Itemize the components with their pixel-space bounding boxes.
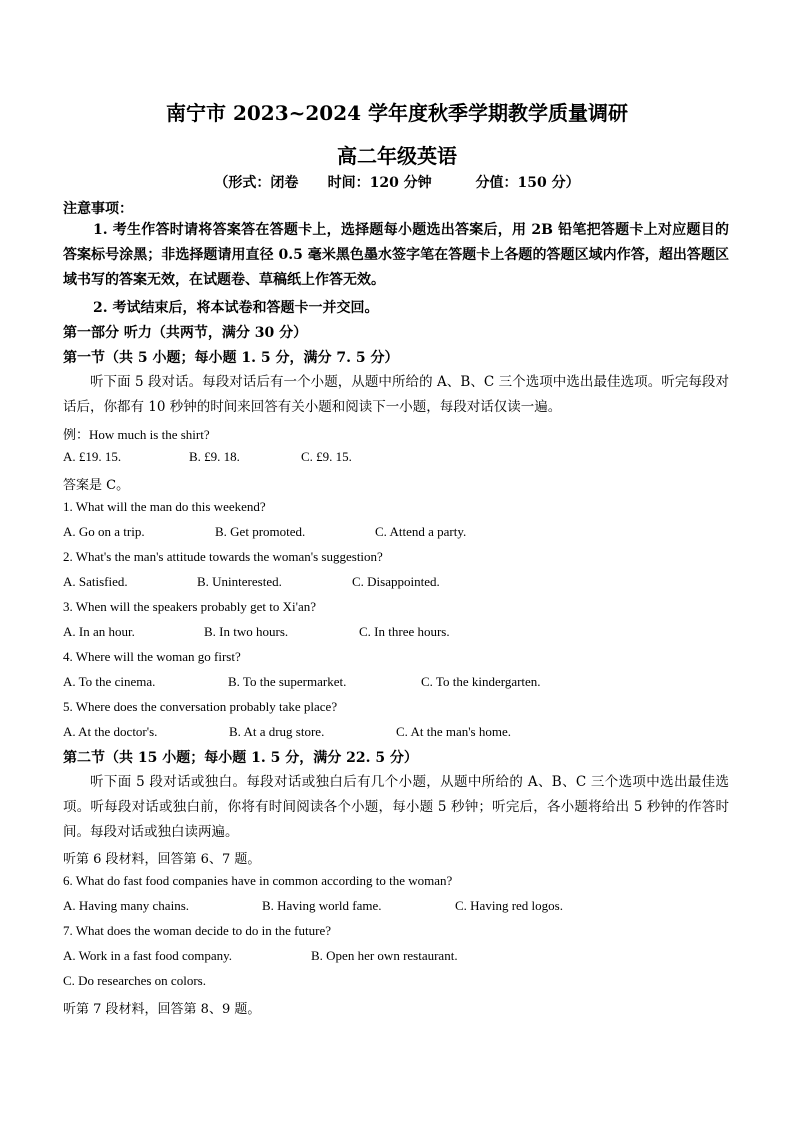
q2-option-c: C. Disappointed. bbox=[352, 574, 440, 589]
q6-option-c: C. Having red logos. bbox=[455, 898, 563, 913]
q7-option-b: B. Open her own restaurant. bbox=[311, 948, 458, 963]
section2-instructions: 听下面 5 段对话或独白。每段对话或独白后有几个小题，从题中所给的 A、B、C 三个选项中选出最佳选项。听每段对话或独白前，你将有时间阅读各个小题，每小题 5 秒钟；听完后，各小题将给出 5 秒钟的作答时间。每段对话或独白读两遍。 bbox=[63, 774, 729, 840]
question-2: 2. What's the man's attitude towards the woman's suggestion? bbox=[63, 549, 383, 564]
q7-option-a: A. Work in a fast food company. bbox=[63, 948, 232, 963]
material-6-note: 听第 6 段材料，回答第 6、7 题。 bbox=[63, 852, 261, 867]
question-4: 4. Where will the woman go first? bbox=[63, 649, 241, 664]
q5-option-c: C. At the man's home. bbox=[396, 724, 512, 739]
q1-option-c: C. Attend a party. bbox=[375, 524, 467, 539]
q1-option-b: B. Get promoted. bbox=[215, 524, 306, 539]
q7-option-c: C. Do researches on colors. bbox=[63, 973, 206, 988]
q5-option-a: A. At the doctor's. bbox=[63, 724, 158, 739]
question-3: 3. When will the speakers probably get to Xi'an? bbox=[63, 599, 317, 614]
q3-option-c: C. In three hours. bbox=[359, 624, 450, 639]
part1-heading: 第一部分 听力（共两节，满分 30 分） bbox=[63, 325, 308, 341]
notice-heading: 注意事项： bbox=[63, 201, 133, 217]
notice-item-2: 2. 考试结束后，将本试卷和答题卡一并交回。 bbox=[93, 300, 379, 316]
q4-option-c: C. To the kindergarten. bbox=[421, 674, 541, 689]
question-6: 6. What do fast food companies have in common according to the woman? bbox=[63, 873, 453, 888]
example-answer: 答案是 C。 bbox=[63, 478, 130, 493]
section1-instructions: 听下面 5 段对话。每段对话后有一个小题，从题中所给的 A、B、C 三个选项中选出最佳选项。听完每段对话后，你都有 10 秒钟的时间来回答有关小题和阅读下一小题，每段对话仅读一遍。 bbox=[63, 374, 729, 415]
section2-heading: 第二节（共 15 小题；每小题 1. 5 分，满分 22. 5 分） bbox=[63, 750, 418, 766]
q3-option-a: A. In an hour. bbox=[63, 624, 135, 639]
exam-subtitle: 高二年级英语 bbox=[337, 144, 457, 168]
q5-option-b: B. At a drug store. bbox=[229, 724, 325, 739]
q3-option-b: B. In two hours. bbox=[204, 624, 289, 639]
material-7-note: 听第 7 段材料，回答第 8、9 题。 bbox=[63, 1002, 261, 1017]
q4-option-b: B. To the supermarket. bbox=[228, 674, 347, 689]
example-question: 例：How much is the shirt? bbox=[63, 427, 210, 442]
q6-option-a: A. Having many chains. bbox=[63, 898, 190, 913]
notice-item-1: 1. 考生作答时请将答案答在答题卡上，选择题每小题选出答案后，用 2B 铅笔把答题卡上对应题目的答案标号涂黑；非选择题请用直径 0.5 毫米黑色墨水签字笔在答题卡上各题的答题区域内作答，超出答题区域书写的答案无效，在试题卷、草稿纸上作答无效。 bbox=[63, 222, 729, 288]
question-7: 7. What does the woman decide to do in the future? bbox=[63, 923, 331, 938]
question-5: 5. Where does the conversation probably take place? bbox=[63, 699, 338, 714]
section1-heading: 第一节（共 5 小题；每小题 1. 5 分，满分 7. 5 分） bbox=[63, 350, 399, 366]
example-option-b: B. £9. 18. bbox=[189, 449, 240, 464]
q1-option-a: A. Go on a trip. bbox=[63, 524, 145, 539]
exam-meta: （形式：闭卷 时间：120 分钟 分值：150 分） bbox=[214, 175, 580, 191]
q6-option-b: B. Having world fame. bbox=[262, 898, 382, 913]
q2-option-a: A. Satisfied. bbox=[63, 574, 128, 589]
question-1: 1. What will the man do this weekend? bbox=[63, 499, 266, 514]
q4-option-a: A. To the cinema. bbox=[63, 674, 156, 689]
exam-title: 南宁市 2023~2024 学年度秋季学期教学质量调研 bbox=[165, 101, 628, 125]
example-option-c: C. £9. 15. bbox=[301, 449, 352, 464]
example-option-a: A. £19. 15. bbox=[63, 449, 122, 464]
q2-option-b: B. Uninterested. bbox=[197, 574, 282, 589]
